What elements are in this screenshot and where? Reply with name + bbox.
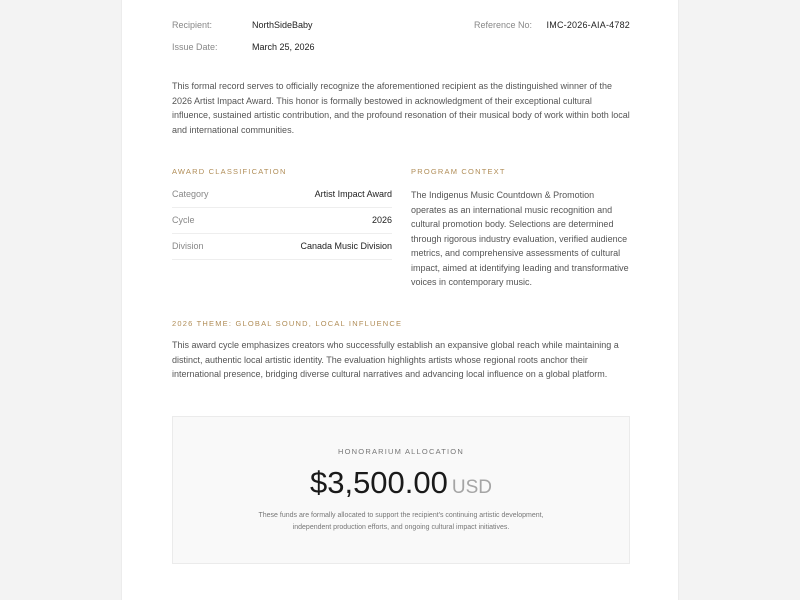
program-context-heading: PROGRAM CONTEXT (411, 167, 506, 176)
program-context-text: The Indigenus Music Countdown & Promotion operates as an international music recognition and cultural promotion body. Selections are determined through rigorous industry evaluation, verified audience metrics, and comprehensive assessments of cultural impact, aimed at identifying leading and transformative voices in contemporary music. (411, 190, 629, 287)
document-page (121, 0, 679, 600)
detail-label: Division (172, 241, 204, 251)
award-classification-table (172, 182, 392, 260)
honorarium-label: HONORARIUM ALLOCATION (338, 447, 464, 456)
issue-date-value: March 25, 2026 (252, 42, 315, 52)
honorarium-note: These funds are formally allocated to support the recipient's continuing artistic development, independent production efforts, and ongoing cultural impact initiatives. (258, 512, 544, 531)
issue-date-label: Issue Date: (172, 42, 218, 52)
honorarium-box (172, 416, 630, 564)
recipient-label: Recipient: (172, 20, 213, 30)
theme-heading: 2026 THEME: GLOBAL SOUND, LOCAL INFLUENCE (172, 319, 403, 328)
theme-paragraph: This award cycle emphasizes creators who successfully establish an expansive global reach while maintaining a distinct, authentic local artistic identity. The evaluation highlights artists whose regional roots anchor their international presence, bridging diverse cultural narratives and advancing local influence on a global platform. (172, 340, 619, 380)
recipient-value: NorthSideBaby (252, 20, 313, 30)
meta-row-recipient (172, 20, 630, 34)
meta-row-issue-date (172, 42, 630, 56)
detail-row-cycle (172, 208, 392, 234)
reference-label: Reference No: (474, 20, 533, 30)
detail-row-division (172, 234, 392, 260)
detail-label: Cycle (172, 215, 195, 225)
reference-value: IMC-2026-AIA-4782 (546, 20, 630, 30)
detail-label: Category (172, 189, 209, 199)
detail-value: Canada Music Division (300, 241, 392, 251)
detail-row-category (172, 182, 392, 208)
intro-paragraph: This formal record serves to officially recognize the aforementioned recipient as the distinguished winner of the 2026 Artist Impact Award. This honor is formally bestowed in acknowledgment of their exceptional cultural influence, sustained artistic contribution, and the profound resonation of their musical body of work within both local and international communities. (172, 81, 630, 135)
award-classification-heading: AWARD CLASSIFICATION (172, 167, 287, 176)
detail-value: Artist Impact Award (314, 189, 392, 199)
detail-value: 2026 (371, 215, 392, 225)
honorarium-amount-line (173, 463, 629, 508)
honorarium-amount: $3,500.00 (309, 465, 448, 500)
honorarium-currency: USD (451, 477, 493, 498)
